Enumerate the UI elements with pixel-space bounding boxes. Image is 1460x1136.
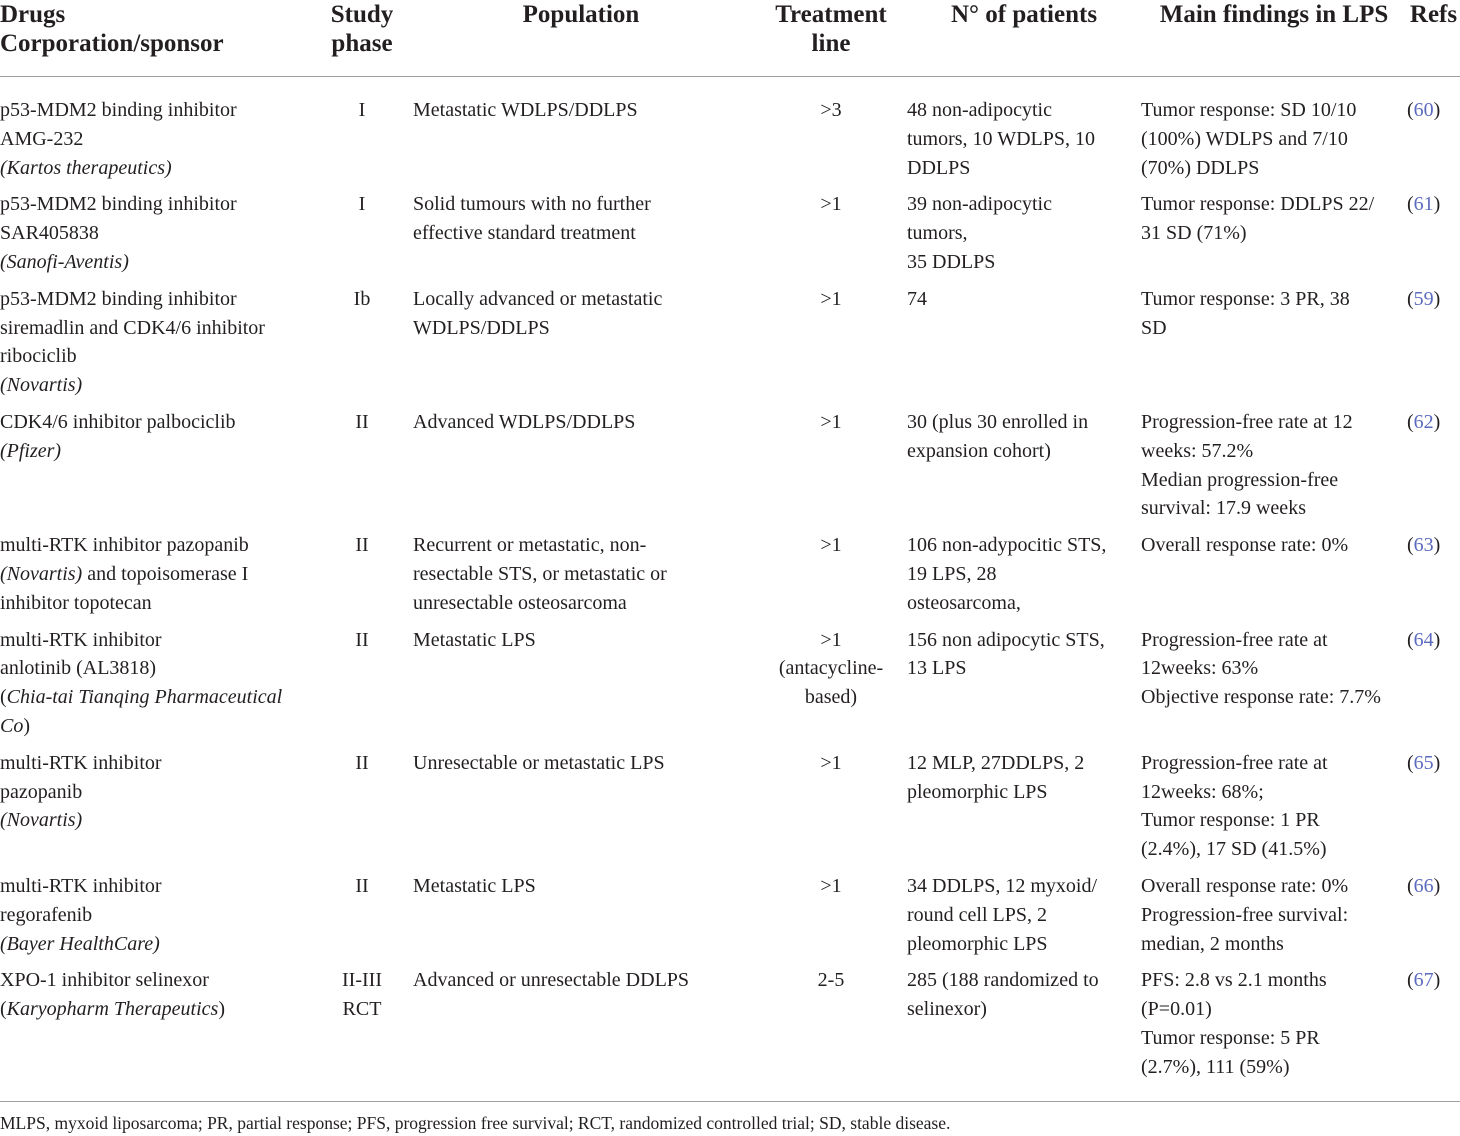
patients-line: 39 non-adipocytic <box>907 193 1052 216</box>
paren-open: ( <box>0 998 7 1021</box>
phase-line: II <box>355 410 369 433</box>
cell-drug <box>0 285 317 408</box>
findings-line: PFS: 2.8 vs 2.1 months <box>1141 969 1327 992</box>
patients-line: 35 DDLPS <box>907 250 996 273</box>
patients-line: selinexor) <box>907 998 987 1021</box>
cell-refs <box>1407 77 1460 191</box>
table-row <box>0 749 1460 872</box>
cell-drug <box>0 77 317 191</box>
patients-line: tumors, 10 WDLPS, 10 <box>907 127 1095 150</box>
findings-line: (2.7%), 111 (59%) <box>1141 1055 1290 1078</box>
header-patients: N° of patients <box>907 0 1141 77</box>
findings-line: 12weeks: 63% <box>1141 657 1259 680</box>
cell-main-findings <box>1141 190 1407 284</box>
treatment-line-text: based) <box>804 686 858 709</box>
header-main-findings: Main findings in LPS <box>1141 0 1407 77</box>
patients-line: 19 LPS, 28 <box>907 562 997 585</box>
patients-line: tumors, <box>907 222 968 245</box>
phase-line: II-III <box>342 969 382 992</box>
cell-population <box>407 408 755 531</box>
cell-main-findings <box>1141 749 1407 872</box>
cell-study-phase <box>317 408 407 531</box>
ref-citation: (61) <box>1407 193 1441 216</box>
cell-patients <box>907 966 1141 1089</box>
cell-study-phase <box>317 531 407 625</box>
sponsor-name <box>0 995 317 1024</box>
ref-citation: (66) <box>1407 874 1441 897</box>
paren-close: ) <box>218 998 226 1021</box>
patients-line: pleomorphic LPS <box>907 780 1048 803</box>
phase-line: II <box>355 534 369 557</box>
patients-line: 74 <box>907 287 927 310</box>
patients-line: 106 non-adypocitic STS, <box>907 534 1107 557</box>
findings-line: Progression-free survival: <box>1141 903 1349 926</box>
findings-line: Overall response rate: 0% <box>1141 534 1349 557</box>
paren-close: ) <box>23 714 31 737</box>
ref-link[interactable]: 62 <box>1413 410 1434 433</box>
treatment-line-text: >1 <box>820 874 842 897</box>
cell-patients <box>907 626 1141 749</box>
population-line: Advanced WDLPS/DDLPS <box>413 410 636 433</box>
drug-name-line: p53-MDM2 binding inhibitor <box>0 193 237 216</box>
drug-name-line: SAR405838 <box>0 222 99 245</box>
population-line: resectable STS, or metastatic or <box>413 562 667 585</box>
ref-citation: (62) <box>1407 410 1441 433</box>
cell-patients <box>907 531 1141 625</box>
cell-treatment-line <box>755 966 907 1089</box>
findings-line: 12weeks: 68%; <box>1141 780 1264 803</box>
treatment-line-text: >1 <box>820 287 842 310</box>
cell-treatment-line <box>755 531 907 625</box>
findings-line: (2.4%), 17 SD (41.5%) <box>1141 838 1327 861</box>
ref-citation: (65) <box>1407 751 1441 774</box>
cell-population <box>407 190 755 284</box>
cell-main-findings <box>1141 77 1407 191</box>
cell-drug <box>0 966 317 1089</box>
drug-name-line: AMG-232 <box>0 127 84 150</box>
cell-study-phase <box>317 285 407 408</box>
sponsor-name <box>0 712 317 741</box>
sponsor-text: Chia-tai Tianqing Pharmaceutical <box>6 686 283 709</box>
sponsor-name: (Novartis) <box>0 562 83 585</box>
ref-link[interactable]: 67 <box>1413 969 1434 992</box>
sponsor-name: (Novartis) <box>0 374 83 397</box>
cell-treatment-line <box>755 872 907 966</box>
sponsor-name: (Kartos therapeutics) <box>0 156 172 179</box>
table-row <box>0 77 1460 191</box>
drug-name-fragment: and topoisomerase I <box>82 562 249 585</box>
footer-divider <box>0 1101 1460 1102</box>
treatment-line-text: 2-5 <box>817 969 845 992</box>
drug-name-line: inhibitor topotecan <box>0 591 152 614</box>
ref-citation: (60) <box>1407 99 1441 121</box>
findings-line: Progression-free rate at <box>1141 628 1328 651</box>
cell-study-phase <box>317 77 407 191</box>
patients-line: expansion cohort) <box>907 439 1051 462</box>
table-body <box>0 77 1460 1090</box>
ref-citation: (59) <box>1407 287 1441 310</box>
findings-line: 31 SD (71%) <box>1141 222 1247 245</box>
phase-line: RCT <box>342 998 382 1021</box>
header-population: Population <box>407 0 755 77</box>
findings-line: Tumor response: SD 10/10 <box>1141 99 1357 121</box>
drug-name-line: multi-RTK inhibitor <box>0 628 162 651</box>
findings-line: Overall response rate: 0% <box>1141 874 1349 897</box>
sponsor-name: (Pfizer) <box>0 439 62 462</box>
patients-line: osteosarcoma, <box>907 591 1021 614</box>
ref-link[interactable]: 64 <box>1413 628 1434 651</box>
cell-treatment-line <box>755 285 907 408</box>
table-footnote: MLPS, myxoid liposarcoma; PR, partial response; PFS, progression free survival; RCT, randomized controlled trial; SD, stable disease. <box>0 1113 951 1133</box>
sponsor-name: (Novartis) <box>0 809 83 832</box>
drug-name-line: p53-MDM2 binding inhibitor <box>0 287 237 310</box>
patients-line: round cell LPS, 2 <box>907 903 1047 926</box>
sponsor-text: Co <box>0 714 24 737</box>
findings-line: weeks: 57.2% <box>1141 439 1254 462</box>
cell-refs <box>1407 872 1460 966</box>
header-study-phase: Study phase <box>317 0 407 77</box>
header-drugs: Drugs Corporation/sponsor <box>0 0 317 77</box>
cell-main-findings <box>1141 531 1407 625</box>
drug-name-line: XPO-1 inhibitor selinexor <box>0 969 209 992</box>
ref-link[interactable]: 66 <box>1413 874 1434 897</box>
header-row <box>0 0 1460 77</box>
cell-patients <box>907 285 1141 408</box>
cell-main-findings <box>1141 408 1407 531</box>
population-line: Solid tumours with no further <box>413 193 651 216</box>
cell-study-phase <box>317 190 407 284</box>
cell-study-phase <box>317 872 407 966</box>
cell-refs <box>1407 966 1460 1089</box>
cell-drug <box>0 408 317 531</box>
cell-drug <box>0 531 317 625</box>
cell-treatment-line <box>755 749 907 872</box>
cell-refs <box>1407 285 1460 408</box>
findings-line: Median progression-free <box>1141 468 1339 491</box>
patients-line: pleomorphic LPS <box>907 932 1048 955</box>
findings-line: Progression-free rate at <box>1141 751 1328 774</box>
cell-population <box>407 966 755 1089</box>
treatment-line-text: >1 <box>820 628 842 651</box>
findings-line: median, 2 months <box>1141 932 1284 955</box>
phase-line: II <box>355 628 369 651</box>
cell-refs <box>1407 626 1460 749</box>
cell-study-phase <box>317 749 407 872</box>
table-row <box>0 626 1460 749</box>
cell-patients <box>907 872 1141 966</box>
findings-line: Progression-free rate at 12 <box>1141 410 1353 433</box>
findings-line: (100%) WDLPS and 7/10 <box>1141 127 1348 150</box>
sponsor-name <box>0 683 317 712</box>
patients-line: 30 (plus 30 enrolled in <box>907 410 1089 433</box>
table-row <box>0 531 1460 625</box>
cell-drug <box>0 749 317 872</box>
population-line: unresectable osteosarcoma <box>413 591 627 614</box>
phase-line: II <box>355 751 369 774</box>
treatment-line-text: >3 <box>820 99 842 121</box>
cell-refs <box>1407 531 1460 625</box>
ref-link[interactable]: 61 <box>1413 193 1434 216</box>
cell-drug <box>0 190 317 284</box>
treatment-line-text: >1 <box>820 193 842 216</box>
ref-link[interactable]: 65 <box>1413 751 1434 774</box>
header-treatment-line: Treatment line <box>755 0 907 77</box>
cell-main-findings <box>1141 872 1407 966</box>
cell-population <box>407 531 755 625</box>
cell-study-phase <box>317 966 407 1089</box>
patients-line: 285 (188 randomized to <box>907 969 1099 992</box>
treatment-line-text: >1 <box>820 534 842 557</box>
ref-citation: (64) <box>1407 628 1441 651</box>
sponsor-name: (Bayer HealthCare) <box>0 932 160 955</box>
drug-name-line: ribociclib <box>0 345 77 368</box>
cell-study-phase <box>317 626 407 749</box>
cell-population <box>407 77 755 191</box>
patients-line: 34 DDLPS, 12 myxoid/ <box>907 874 1098 897</box>
phase-line: II <box>355 874 369 897</box>
findings-line: Tumor response: DDLPS 22/ <box>1141 193 1375 216</box>
treatment-line-text: >1 <box>820 751 842 774</box>
cell-refs <box>1407 408 1460 531</box>
patients-line: 12 MLP, 27DDLPS, 2 <box>907 751 1085 774</box>
cell-patients <box>907 408 1141 531</box>
population-line: Metastatic LPS <box>413 874 536 897</box>
ref-citation: (67) <box>1407 969 1441 992</box>
drug-name-line: multi-RTK inhibitor <box>0 751 162 774</box>
cell-drug <box>0 626 317 749</box>
findings-line: Objective response rate: 7.7% <box>1141 686 1381 709</box>
population-line: Metastatic LPS <box>413 628 536 651</box>
cell-population <box>407 872 755 966</box>
paren-open: ( <box>0 686 7 709</box>
treatment-line-text: (antacycline- <box>778 657 884 680</box>
cell-population <box>407 285 755 408</box>
population-line: Locally advanced or metastatic <box>413 287 663 310</box>
ref-link[interactable]: 63 <box>1413 534 1434 557</box>
cell-treatment-line <box>755 190 907 284</box>
cell-main-findings <box>1141 285 1407 408</box>
ref-citation: (63) <box>1407 534 1441 557</box>
findings-line: Tumor response: 5 PR <box>1141 1026 1320 1049</box>
cell-population <box>407 626 755 749</box>
sponsor-name: (Sanofi-Aventis) <box>0 250 129 273</box>
patients-line: 13 LPS <box>907 657 967 680</box>
cell-population <box>407 749 755 872</box>
table-row <box>0 408 1460 531</box>
cell-refs <box>1407 190 1460 284</box>
phase-line: Ib <box>353 287 371 310</box>
findings-line: (P=0.01) <box>1141 998 1212 1021</box>
population-line: WDLPS/DDLPS <box>413 316 550 339</box>
drug-name-line: anlotinib (AL3818) <box>0 657 157 680</box>
findings-line: Tumor response: 3 PR, 38 <box>1141 287 1350 310</box>
patients-line: DDLPS <box>907 156 971 179</box>
cell-drug <box>0 872 317 966</box>
drug-name-line: siremadlin and CDK4/6 inhibitor <box>0 316 265 339</box>
cell-treatment-line <box>755 626 907 749</box>
table-row <box>0 966 1460 1089</box>
ref-link[interactable]: 60 <box>1413 99 1434 121</box>
drug-name-line: pazopanib <box>0 780 83 803</box>
drug-name-line: multi-RTK inhibitor pazopanib <box>0 534 249 557</box>
findings-line: SD <box>1141 316 1167 339</box>
population-line: Unresectable or metastatic LPS <box>413 751 665 774</box>
cell-patients <box>907 77 1141 191</box>
drug-name-line: multi-RTK inhibitor <box>0 874 162 897</box>
population-line: effective standard treatment <box>413 222 636 245</box>
cell-treatment-line <box>755 408 907 531</box>
findings-line: survival: 17.9 weeks <box>1141 497 1306 520</box>
population-line: Advanced or unresectable DDLPS <box>413 969 690 992</box>
drug-name-line: CDK4/6 inhibitor palbociclib <box>0 410 236 433</box>
findings-line: (70%) DDLPS <box>1141 156 1260 179</box>
table-row <box>0 190 1460 284</box>
patients-line: 156 non adipocytic STS, <box>907 628 1105 651</box>
table-row <box>0 872 1460 966</box>
cell-main-findings <box>1141 626 1407 749</box>
phase-line: I <box>358 99 366 121</box>
header-refs: Refs <box>1407 0 1460 77</box>
drug-name-line: regorafenib <box>0 903 93 926</box>
treatment-line-text: >1 <box>820 410 842 433</box>
table-row <box>0 285 1460 408</box>
cell-treatment-line <box>755 77 907 191</box>
population-line: Recurrent or metastatic, non- <box>413 534 647 557</box>
sponsor-text: Karyopharm Therapeutics <box>6 998 219 1021</box>
population-line: Metastatic WDLPS/DDLPS <box>413 99 638 121</box>
cell-patients <box>907 749 1141 872</box>
patients-line: 48 non-adipocytic <box>907 99 1052 121</box>
drug-name-line: p53-MDM2 binding inhibitor <box>0 99 237 121</box>
table-header <box>0 0 1460 77</box>
phase-line: I <box>358 193 366 216</box>
cell-refs <box>1407 749 1460 872</box>
cell-patients <box>907 190 1141 284</box>
ref-link[interactable]: 59 <box>1413 287 1434 310</box>
cell-main-findings <box>1141 966 1407 1089</box>
drug-name-line <box>0 560 317 589</box>
findings-line: Tumor response: 1 PR <box>1141 809 1320 832</box>
